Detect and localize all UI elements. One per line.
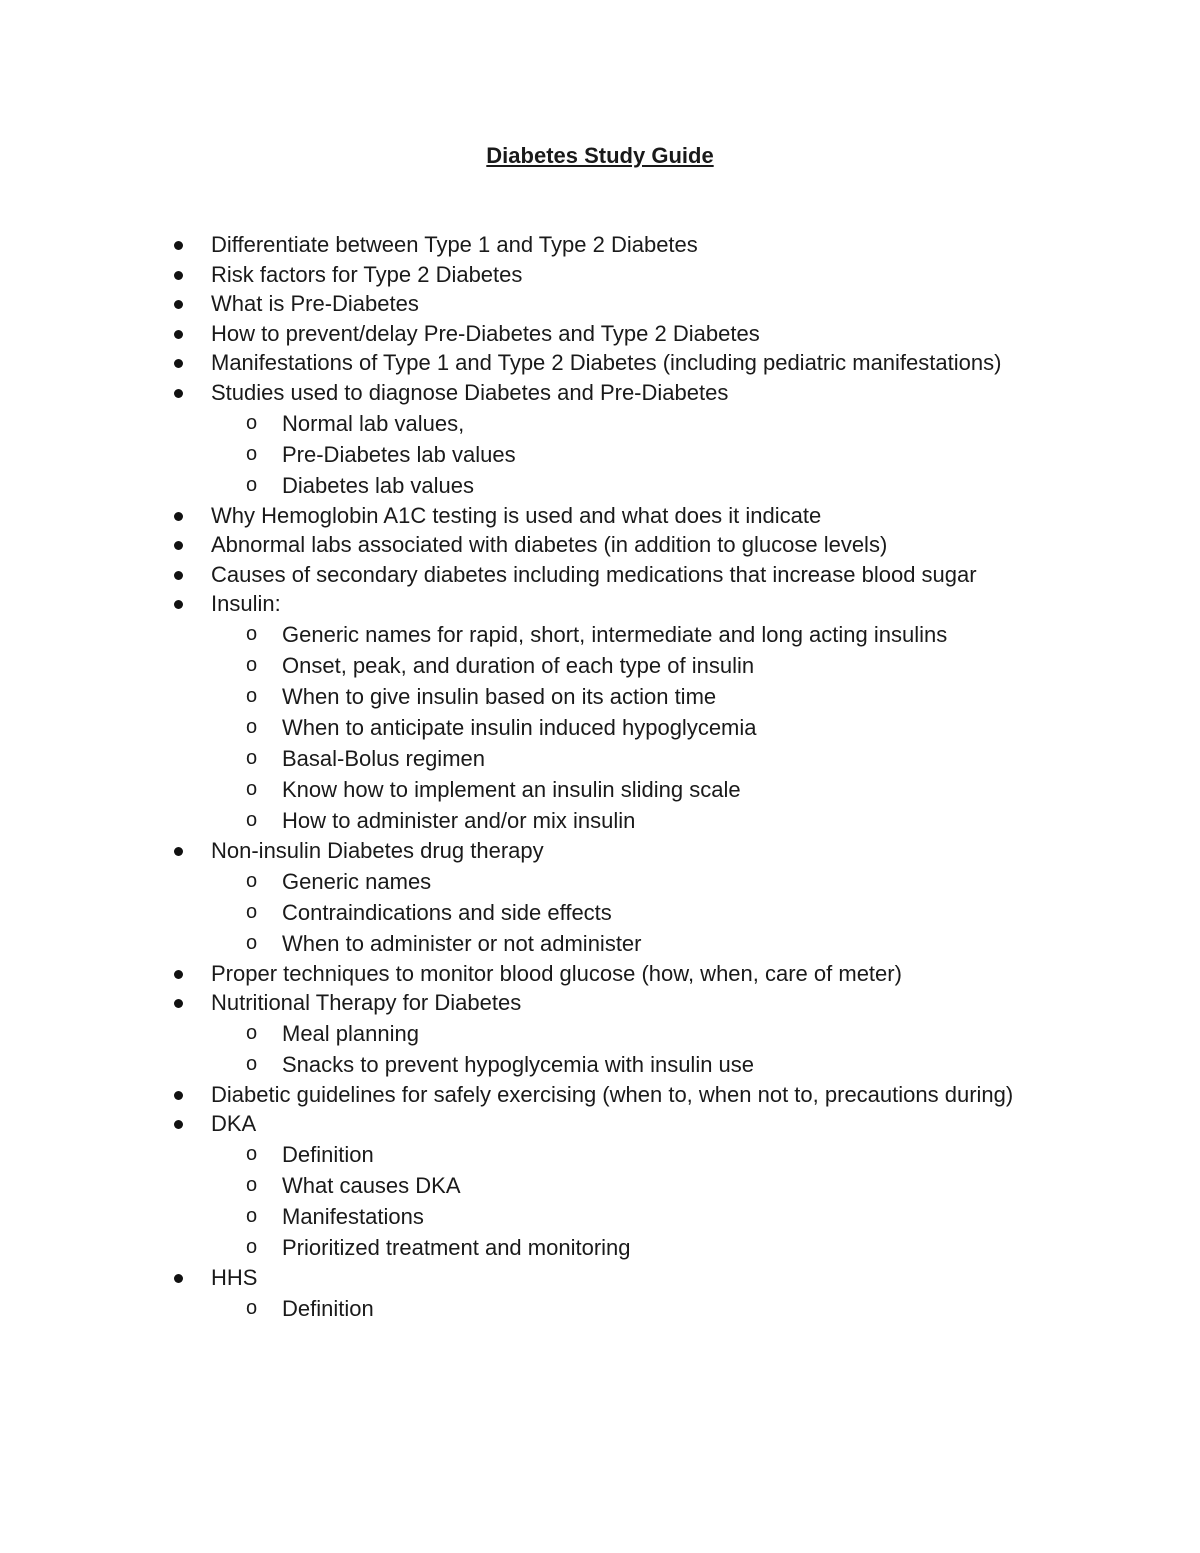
circle-bullet-icon: o [246, 1052, 258, 1075]
sub-list [211, 1139, 1050, 1263]
list-item [0, 230, 1200, 260]
bullet-icon [174, 1120, 183, 1129]
sub-list-item-text: Contraindications and side effects [282, 899, 612, 925]
sub-list-item-text: When to give insulin based on its action time [282, 683, 717, 709]
sub-list [211, 866, 1050, 959]
list-item [0, 260, 1200, 290]
list-item-text: Proper techniques to monitor blood glucose (how, when, care of meter) [211, 960, 902, 986]
sub-list-item [0, 1049, 1050, 1080]
circle-bullet-icon: o [246, 931, 258, 954]
list-item-text: What is Pre-Diabetes [211, 291, 419, 317]
bullet-icon [174, 330, 183, 339]
sub-list-item [0, 1170, 1050, 1201]
list-item-text: How to prevent/delay Pre-Diabetes and Type 2 Diabetes [211, 320, 760, 346]
circle-bullet-icon: o [246, 684, 258, 707]
circle-bullet-icon: o [246, 1142, 258, 1165]
sub-list-item [0, 650, 1050, 681]
list-item-text: Insulin: [211, 591, 281, 617]
sub-list-item-text: Prioritized treatment and monitoring [282, 1234, 631, 1260]
bullet-icon [174, 541, 183, 550]
list-item-text: HHS [211, 1264, 258, 1290]
sub-list-item-text: Basal-Bolus regimen [282, 745, 485, 771]
study-guide-list [0, 230, 1200, 1324]
list-item-text: Studies used to diagnose Diabetes and Pre-Diabetes [211, 379, 729, 405]
bullet-icon [174, 1091, 183, 1100]
sub-list-item [0, 712, 1050, 743]
list-item-text: Causes of secondary diabetes including medications that increase blood sugar [211, 561, 977, 587]
bullet-icon [174, 999, 183, 1008]
circle-bullet-icon: o [246, 746, 258, 769]
circle-bullet-icon: o [246, 900, 258, 923]
sub-list-item [0, 1018, 1050, 1049]
list-item [0, 589, 1200, 836]
list-item-text: Risk factors for Type 2 Diabetes [211, 261, 523, 287]
sub-list-item-text: Generic names for rapid, short, intermediate and long acting insulins [282, 621, 948, 647]
list-item [0, 836, 1200, 959]
sub-list-item-text: Normal lab values, [282, 410, 465, 436]
bullet-icon [174, 1274, 183, 1283]
list-item-text: Diabetic guidelines for safely exercising (when to, when not to, precautions during) [211, 1081, 1014, 1107]
bullet-icon [174, 300, 183, 309]
sub-list-item-text: Definition [282, 1295, 374, 1321]
circle-bullet-icon: o [246, 1296, 258, 1319]
sub-list-item [0, 1201, 1050, 1232]
sub-list [211, 1293, 1050, 1324]
circle-bullet-icon: o [246, 808, 258, 831]
bullet-icon [174, 571, 183, 580]
circle-bullet-icon: o [246, 622, 258, 645]
circle-bullet-icon: o [246, 1173, 258, 1196]
bullet-icon [174, 512, 183, 521]
bullet-icon [174, 241, 183, 250]
sub-list-item [0, 743, 1050, 774]
bullet-icon [174, 970, 183, 979]
sub-list-item [0, 1293, 1050, 1324]
list-item [0, 959, 1200, 989]
list-item [0, 1263, 1200, 1324]
list-item-text: Manifestations of Type 1 and Type 2 Diabetes (including pediatric manifestations) [211, 350, 1002, 376]
sub-list-item [0, 1139, 1050, 1170]
list-item [0, 501, 1200, 531]
list-item-text: Abnormal labs associated with diabetes (in addition to glucose levels) [211, 532, 888, 558]
sub-list-item-text: Diabetes lab values [282, 472, 475, 498]
sub-list-item-text: Snacks to prevent hypoglycemia with insulin use [282, 1051, 755, 1077]
sub-list-item [0, 681, 1050, 712]
sub-list-item [0, 1232, 1050, 1263]
sub-list-item-text: Pre-Diabetes lab values [282, 441, 516, 467]
sub-list-item-text: Generic names [282, 868, 432, 894]
list-item [0, 348, 1200, 378]
sub-list-item [0, 470, 1050, 501]
sub-list-item-text: When to anticipate insulin induced hypoglycemia [282, 714, 757, 740]
circle-bullet-icon: o [246, 869, 258, 892]
sub-list [211, 1018, 1050, 1080]
circle-bullet-icon: o [246, 1235, 258, 1258]
bullet-icon [174, 389, 183, 398]
list-item [0, 988, 1200, 1080]
sub-list [211, 619, 1050, 836]
sub-list-item-text: Definition [282, 1141, 374, 1167]
list-item [0, 319, 1200, 349]
bullet-icon [174, 600, 183, 609]
list-item-text: Nutritional Therapy for Diabetes [211, 990, 522, 1016]
sub-list-item [0, 439, 1050, 470]
sub-list-item [0, 805, 1050, 836]
sub-list-item-text: Manifestations [282, 1203, 424, 1229]
sub-list-item [0, 866, 1050, 897]
list-item [0, 530, 1200, 560]
circle-bullet-icon: o [246, 442, 258, 465]
list-item [0, 378, 1200, 501]
sub-list-item-text: When to administer or not administer [282, 930, 642, 956]
sub-list-item [0, 408, 1050, 439]
sub-list-item [0, 928, 1050, 959]
circle-bullet-icon: o [246, 411, 258, 434]
list-item [0, 289, 1200, 319]
circle-bullet-icon: o [246, 777, 258, 800]
circle-bullet-icon: o [246, 473, 258, 496]
list-item-text: Non-insulin Diabetes drug therapy [211, 837, 544, 863]
sub-list [211, 408, 1050, 501]
sub-list-item [0, 774, 1050, 805]
list-item-text: Differentiate between Type 1 and Type 2 Diabetes [211, 232, 698, 257]
list-item [0, 560, 1200, 590]
sub-list-item-text: Onset, peak, and duration of each type of insulin [282, 652, 755, 678]
sub-list-item [0, 619, 1050, 650]
bullet-icon [174, 271, 183, 280]
bullet-icon [174, 359, 183, 368]
sub-list-item-text: Know how to implement an insulin sliding scale [282, 776, 741, 802]
circle-bullet-icon: o [246, 1021, 258, 1044]
page-title: Diabetes Study Guide [486, 143, 714, 168]
bullet-icon [174, 847, 183, 856]
list-item-text: Why Hemoglobin A1C testing is used and what does it indicate [211, 502, 822, 528]
sub-list-item [0, 897, 1050, 928]
sub-list-item-text: How to administer and/or mix insulin [282, 807, 636, 833]
circle-bullet-icon: o [246, 715, 258, 738]
circle-bullet-icon: o [246, 1204, 258, 1227]
list-item-text: DKA [211, 1111, 257, 1137]
sub-list-item-text: What causes DKA [282, 1172, 461, 1198]
sub-list-item-text: Meal planning [282, 1020, 419, 1046]
circle-bullet-icon: o [246, 653, 258, 676]
list-item [0, 1080, 1200, 1110]
list-item [0, 1109, 1200, 1263]
